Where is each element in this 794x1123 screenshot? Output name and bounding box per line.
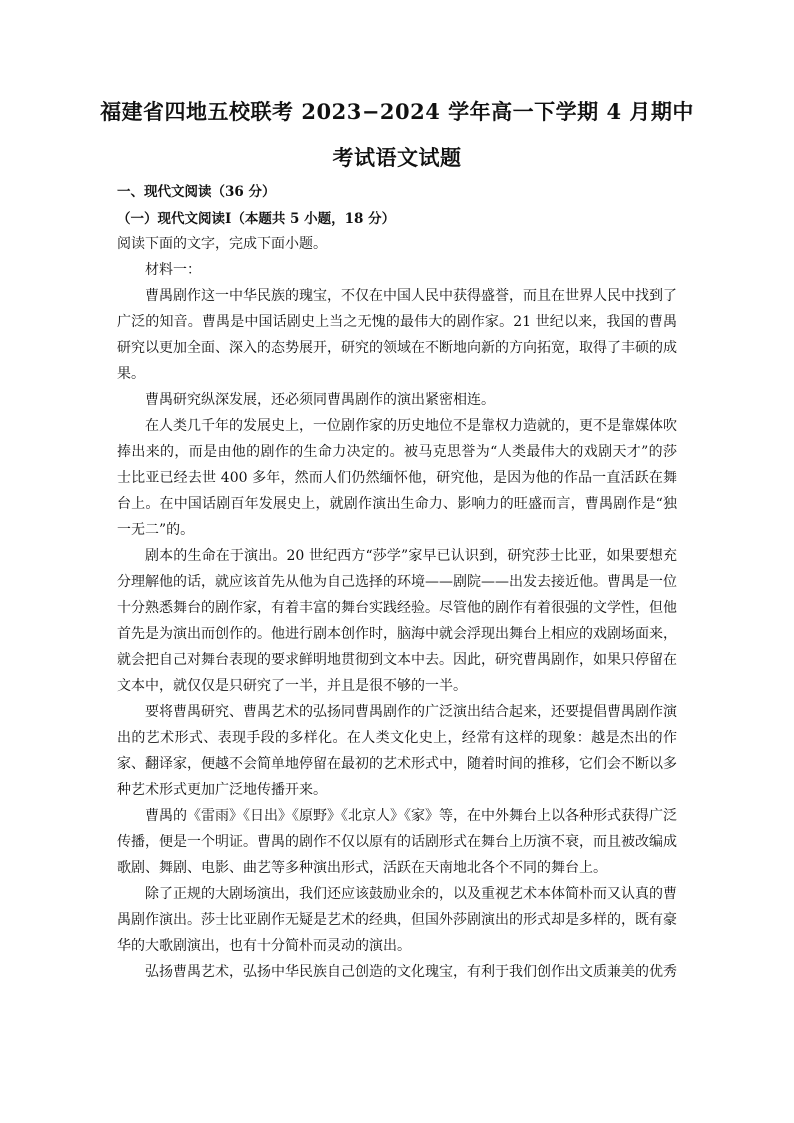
subsection-heading-reading-1: （一）现代文阅读Ⅰ（本题共 5 小题，18 分） [117, 211, 396, 227]
paragraph: 曹禺研究纵深发展，还必须同曹禺剧作的演出紧密相连。 [145, 392, 495, 408]
paragraph: 在人类几千年的发展史上，一位剧作家的历史地位不是靠权力造就的，更不是靠媒体吹捧出来的，而是由他的剧作的生命力决定的。被马克思誉为“人类最伟大的戏剧天才”的莎士比亚已经去世 400 多年，然而人们仍然缅怀他，研究他，是因为他的作品一直活跃在舞台上。在中国话剧百年发展史上，就剧作演出生命力、影响力的旺盛而言，曹禺剧作是“独一无二”的。 [117, 418, 677, 538]
paragraph: 曹禺的《雷雨》《日出》《原野》《北京人》《家》等，在中外舞台上以各种形式获得广泛传播，便是一个明证。曹禺的剧作不仅以原有的话剧形式在舞台上历演不衰，而且被改编成歌剧、舞剧、电影、曲艺等多种演出形式，活跃在天南地北各个不同的舞台上。 [117, 808, 677, 876]
document-title-line-2: 考试语文试题 [332, 145, 462, 170]
section-heading-modern-reading: 一、现代文阅读（36 分） [117, 184, 276, 200]
article-body [117, 257, 677, 985]
document-title-line-1: 福建省四地五校联考 2023−2024 学年高一下学期 4 月期中 [100, 99, 694, 124]
reading-instruction: 阅读下面的文字，完成下面小题。 [117, 236, 327, 252]
paragraph: 弘扬曹禺艺术，弘扬中华民族自己创造的文化瑰宝，有利于我们创作出文质兼美的优秀 [145, 964, 677, 980]
paragraph: 要将曹禺研究、曹禺艺术的弘扬同曹禺剧作的广泛演出结合起来，还要提倡曹禺剧作演出的艺术形式、表现手段的多样化。在人类文化史上，经常有这样的现象：越是杰出的作家、翻译家，便越不会简单地停留在最初的艺术形式中，随着时间的推移，它们会不断以多种艺术形式更加广泛地传播开来。 [117, 704, 677, 798]
paragraph: 除了正规的大剧场演出，我们还应该鼓励业余的，以及重视艺术本体简朴而又认真的曹禺剧作演出。莎士比亚剧作无疑是艺术的经典，但国外莎剧演出的形式却是多样的，既有豪华的大歌剧演出，也有十分简朴而灵动的演出。 [117, 886, 677, 954]
paragraph: 剧本的生命在于演出。20 世纪西方“莎学”家早已认识到，研究莎士比亚，如果要想充分理解他的话，就应该首先从他为自己选择的环境——剧院——出发去接近他。曹禺是一位十分熟悉舞台的剧作家，有着丰富的舞台实践经验。尽管他的剧作有着很强的文学性，但他首先是为演出而创作的。他进行剧本创作时，脑海中就会浮现出舞台上相应的戏剧场面来，就会把自己对舞台表现的要求鲜明地贯彻到文本中去。因此，研究曹禺剧作，如果只停留在文本中，就仅仅是只研究了一半，并且是很不够的一半。 [117, 548, 677, 694]
material-label: 材料一： [145, 262, 201, 278]
paragraph: 曹禺剧作这一中华民族的瑰宝，不仅在中国人民中获得盛誉，而且在世界人民中找到了广泛的知音。曹禺是中国话剧史上当之无愧的最伟大的剧作家。21 世纪以来，我国的曹禺研究以更加全面、深入的态势展开，研究的领域在不断地向新的方向拓宽，取得了丰硕的成果。 [117, 288, 677, 382]
